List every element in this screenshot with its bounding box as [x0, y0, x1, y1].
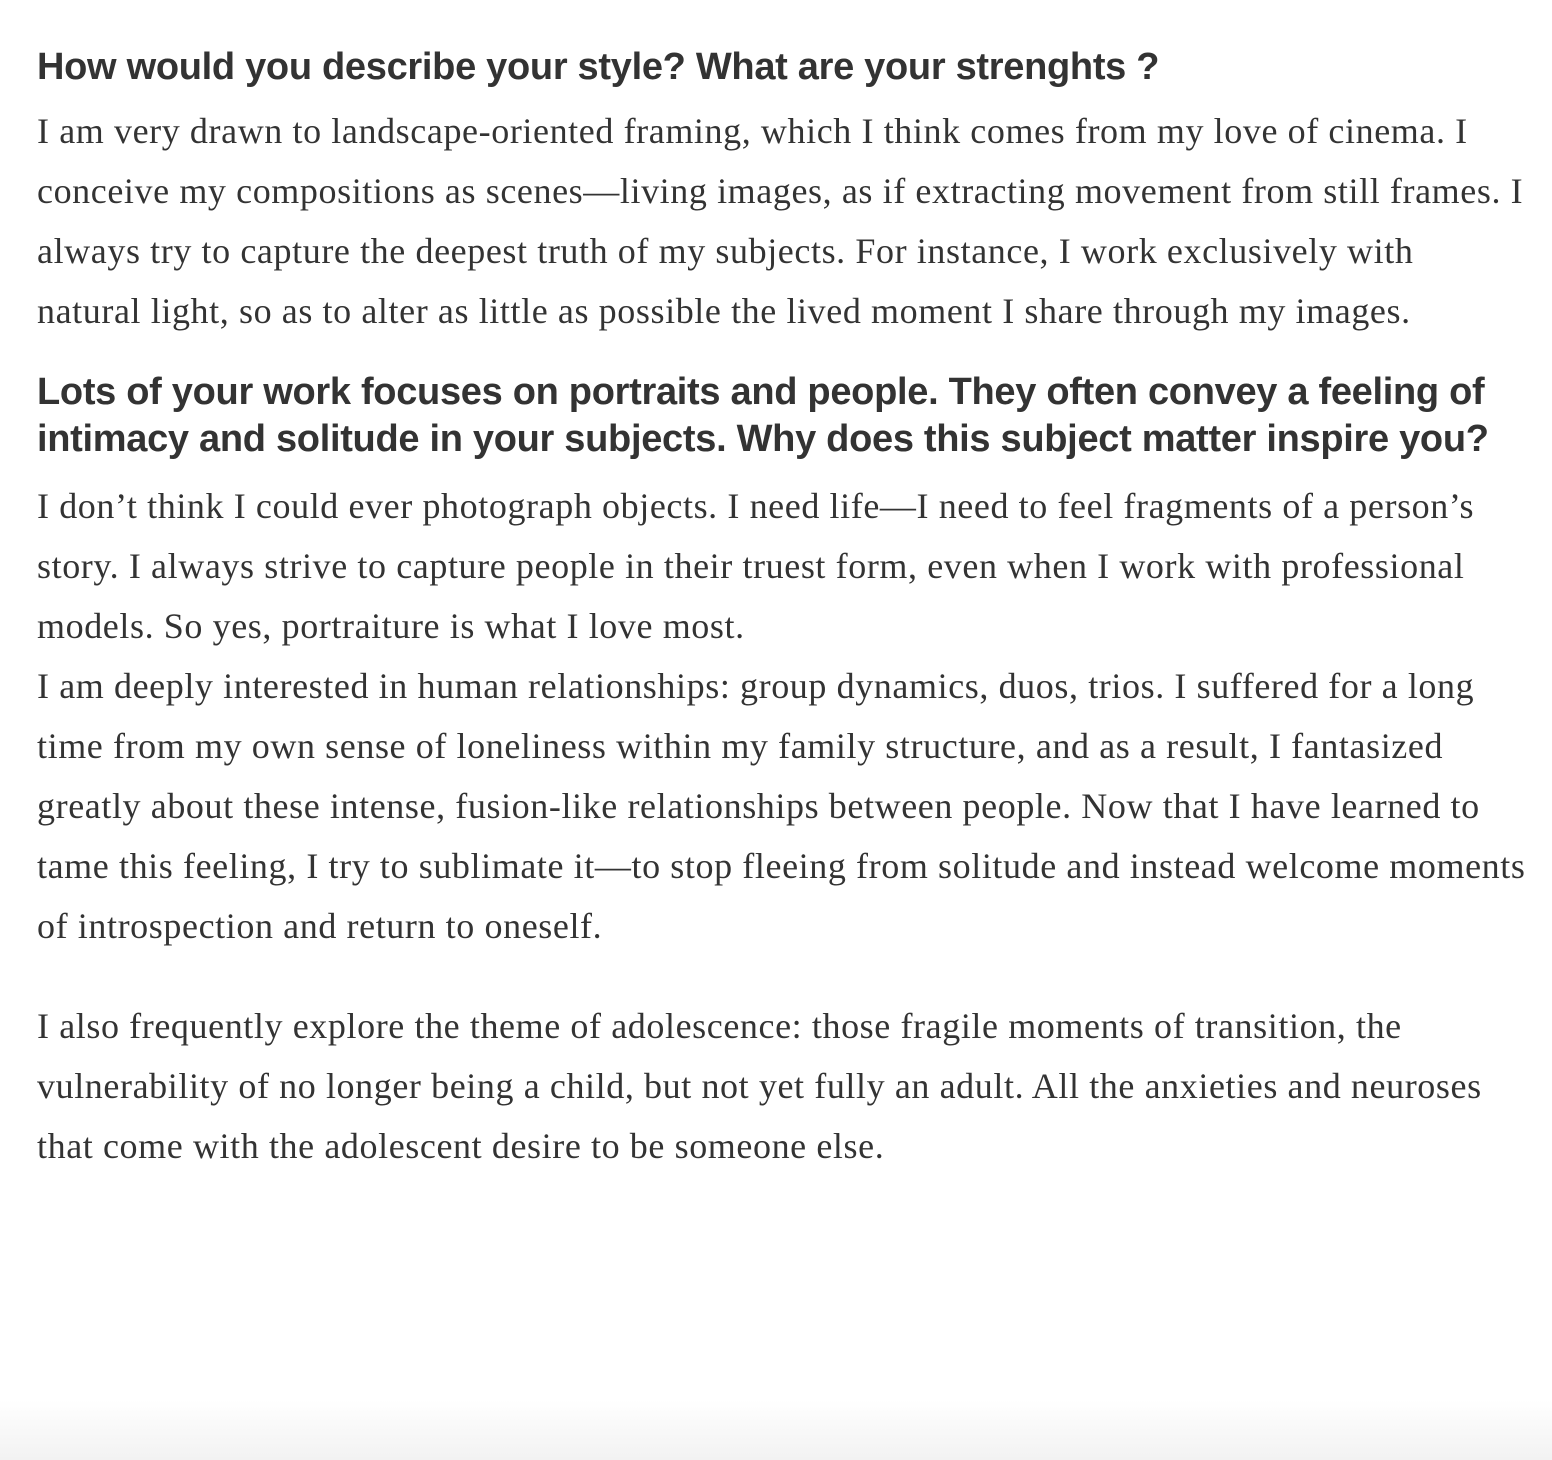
answer-portraits-paragraph-3: I also frequently explore the theme of adolescence: those fragile moments of transition, the vulnerability of no longer being a child, but not yet fully an adult. All the anxieties and neuroses that come with the adolescent desire to be someone else.: [37, 1006, 1482, 1166]
answer-portraits-paragraph-1: I don’t think I could ever photograph objects. I need life—I need to feel fragments of a person’s story. I always strive to capture people in their truest form, even when I work with professional models. So yes, portraiture is what I love most.: [37, 486, 1475, 646]
answer-style-strengths: I am very drawn to landscape-oriented framing, which I think comes from my love of cinema. I conceive my compositions as scenes—living images, as if extracting movement from still frames. I always try to capture the deepest truth of my subjects. For instance, I work exclusively with natural light, so as to alter as little as possible the lived moment I share through my images.: [37, 111, 1524, 331]
question-style-strengths: How would you describe your style? What are your strenghts ?: [37, 46, 1160, 88]
answer-portraits-paragraph-2: I am deeply interested in human relationships: group dynamics, duos, trios. I suffered for a long time from my own sense of loneliness within my family structure, and as a result, I fantasized greatly about these intense, fusion-like relationships between people. Now that I have learned to tame this feeling, I try to sublimate it—to stop fleeing from solitude and instead welcome moments of introspection and return to oneself.: [37, 666, 1526, 946]
interview-article: [37, 44, 1527, 1176]
paragraph-gap: [37, 956, 1527, 996]
question-portraits-people: Lots of your work focuses on portraits and people. They often convey a feeling of intimacy and solitude in your subjects. Why does this subject matter inspire you?: [37, 371, 1489, 460]
